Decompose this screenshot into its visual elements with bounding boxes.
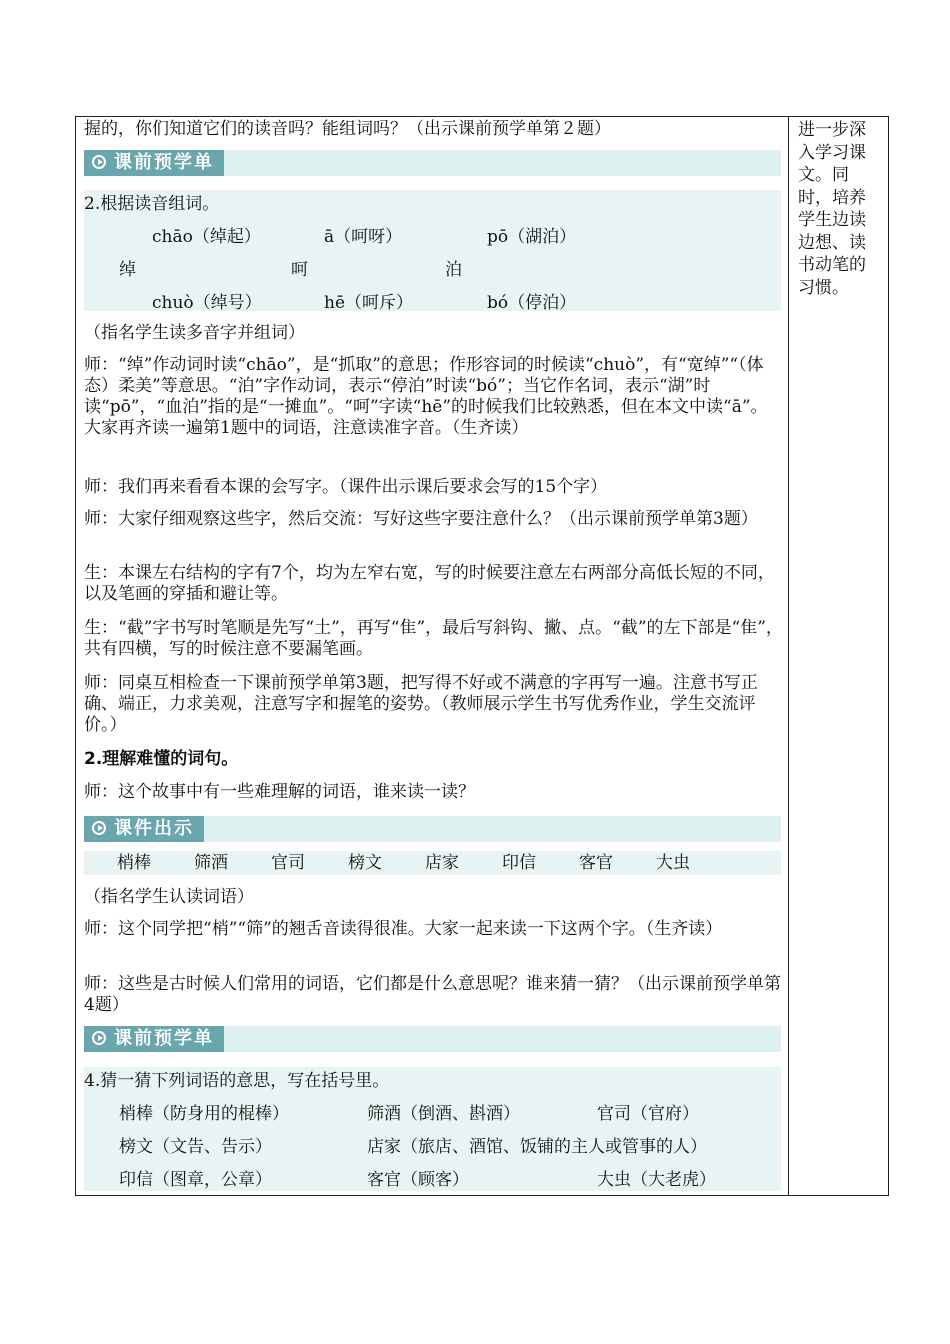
preview-banner-1: [84, 150, 781, 176]
word: 筛酒: [194, 853, 228, 873]
paragraph: 师：大家仔细观察这些字，然后交流：写好这些字要注意什么？（出示课前预学单第3题）: [84, 509, 758, 529]
paragraph: 生：“截”字书写时笔顺是先写“土”，再写“隹”，最后写斜钩、撇、点。“截”的左下部是“隹”，共有四横，写的时候注意不要漏笔画。: [84, 618, 783, 659]
answer-item: 筛酒（倒酒、斟酒）: [367, 1104, 520, 1124]
character: 绰: [119, 260, 136, 280]
paragraph: （指名学生认读词语）: [84, 887, 254, 907]
word: 官司: [271, 853, 305, 873]
play-icon: [92, 821, 106, 835]
paragraph: （指名学生读多音字并组词）: [84, 323, 305, 343]
exercise-title: 4.猜一猜下列词语的意思，写在括号里。: [84, 1071, 390, 1091]
answer-item: chuò（绰号）: [152, 293, 262, 313]
side-note: 进一步深入学习课文。同时，培养学生边读边想、读书动笔的习惯。: [798, 120, 866, 298]
character: 呵: [291, 260, 308, 280]
answer-item: 榜文（文告、告示）: [119, 1137, 272, 1157]
paragraph: 师：“绰”作动词时读“chāo”，是“抓取”的意思；作形容词的时候读“chuò”，有“宽绰”“（体态）柔美”等意思。“泊”字作动词，表示“停泊”时读“bó”；当它作名词，表示“湖”时读“pō”，“血泊”指的是“一摊血”。“呵”字读“hē”的时候我们比较熟悉，但在本文中读“ā”。大家再齐读一遍第1题中的词语，注意读准字音。（生齐读）: [84, 355, 768, 438]
answer-item: 大虫（大老虎）: [597, 1170, 716, 1190]
answer-item: 店家（旅店、酒馆、饭铺的主人或管事的人）: [367, 1137, 707, 1157]
word: 客官: [579, 853, 613, 873]
exercise-box-4: [84, 1067, 781, 1191]
answer-item: 梢棒（防身用的棍棒）: [119, 1104, 289, 1124]
word: 店家: [425, 853, 459, 873]
column-divider: [788, 117, 789, 1195]
section-heading: 2.理解难懂的词句。: [84, 749, 239, 769]
paragraph: 生：本课左右结构的字有7个，均为左窄右宽，写的时候要注意左右两部分高低长短的不同，以及笔画的穿插和避让等。: [84, 563, 775, 604]
word: 梢棒: [117, 853, 151, 873]
word: 榜文: [348, 853, 382, 873]
intro-line: 握的，你们知道它们的读音吗？能组词吗？（出示课前预学单第２题）: [84, 119, 611, 139]
preview-banner-2: [84, 1026, 781, 1052]
word-list: [84, 851, 781, 875]
answer-item: 印信（图章，公章）: [119, 1170, 272, 1190]
courseware-banner: [84, 816, 781, 842]
answer-item: ā（呵呀）: [324, 227, 403, 247]
exercise-title: 2.根据读音组词。: [84, 194, 220, 214]
play-icon: [92, 155, 106, 169]
answer-item: hē（呵斥）: [324, 293, 414, 313]
preview-tag: 课前预学单: [84, 1026, 224, 1052]
play-icon: [92, 1031, 106, 1045]
exercise-box-2: [84, 190, 781, 311]
lesson-table: [75, 116, 889, 1196]
character: 泊: [445, 260, 462, 280]
answer-item: 官司（官府）: [597, 1104, 699, 1124]
answer-item: chāo（绰起）: [152, 227, 261, 247]
paragraph: 师：这些是古时候人们常用的词语，它们都是什么意思呢？谁来猜一猜？（出示课前预学单第4题）: [84, 974, 781, 1015]
preview-tag: 课前预学单: [84, 150, 224, 176]
word: 大虫: [656, 853, 690, 873]
courseware-tag: 课件出示: [84, 816, 204, 842]
word: 印信: [502, 853, 536, 873]
paragraph: 师：这个故事中有一些难理解的词语，谁来读一读？: [84, 782, 475, 802]
paragraph: 师：我们再来看看本课的会写字。（课件出示课后要求会写的15个字）: [84, 477, 608, 497]
paragraph: 师：这个同学把“梢”“筛”的翘舌音读得很准。大家一起来读一下这两个字。（生齐读）: [84, 919, 723, 939]
answer-item: 客官（顾客）: [367, 1170, 469, 1190]
answer-item: bó（停泊）: [487, 293, 577, 313]
answer-item: pō（湖泊）: [487, 227, 577, 247]
paragraph: 师：同桌互相检查一下课前预学单第3题，把写得不好或不满意的字再写一遍。注意书写正确、端正，力求美观，注意写字和握笔的姿势。（教师展示学生书写优秀作业，学生交流评价。）: [84, 673, 758, 735]
